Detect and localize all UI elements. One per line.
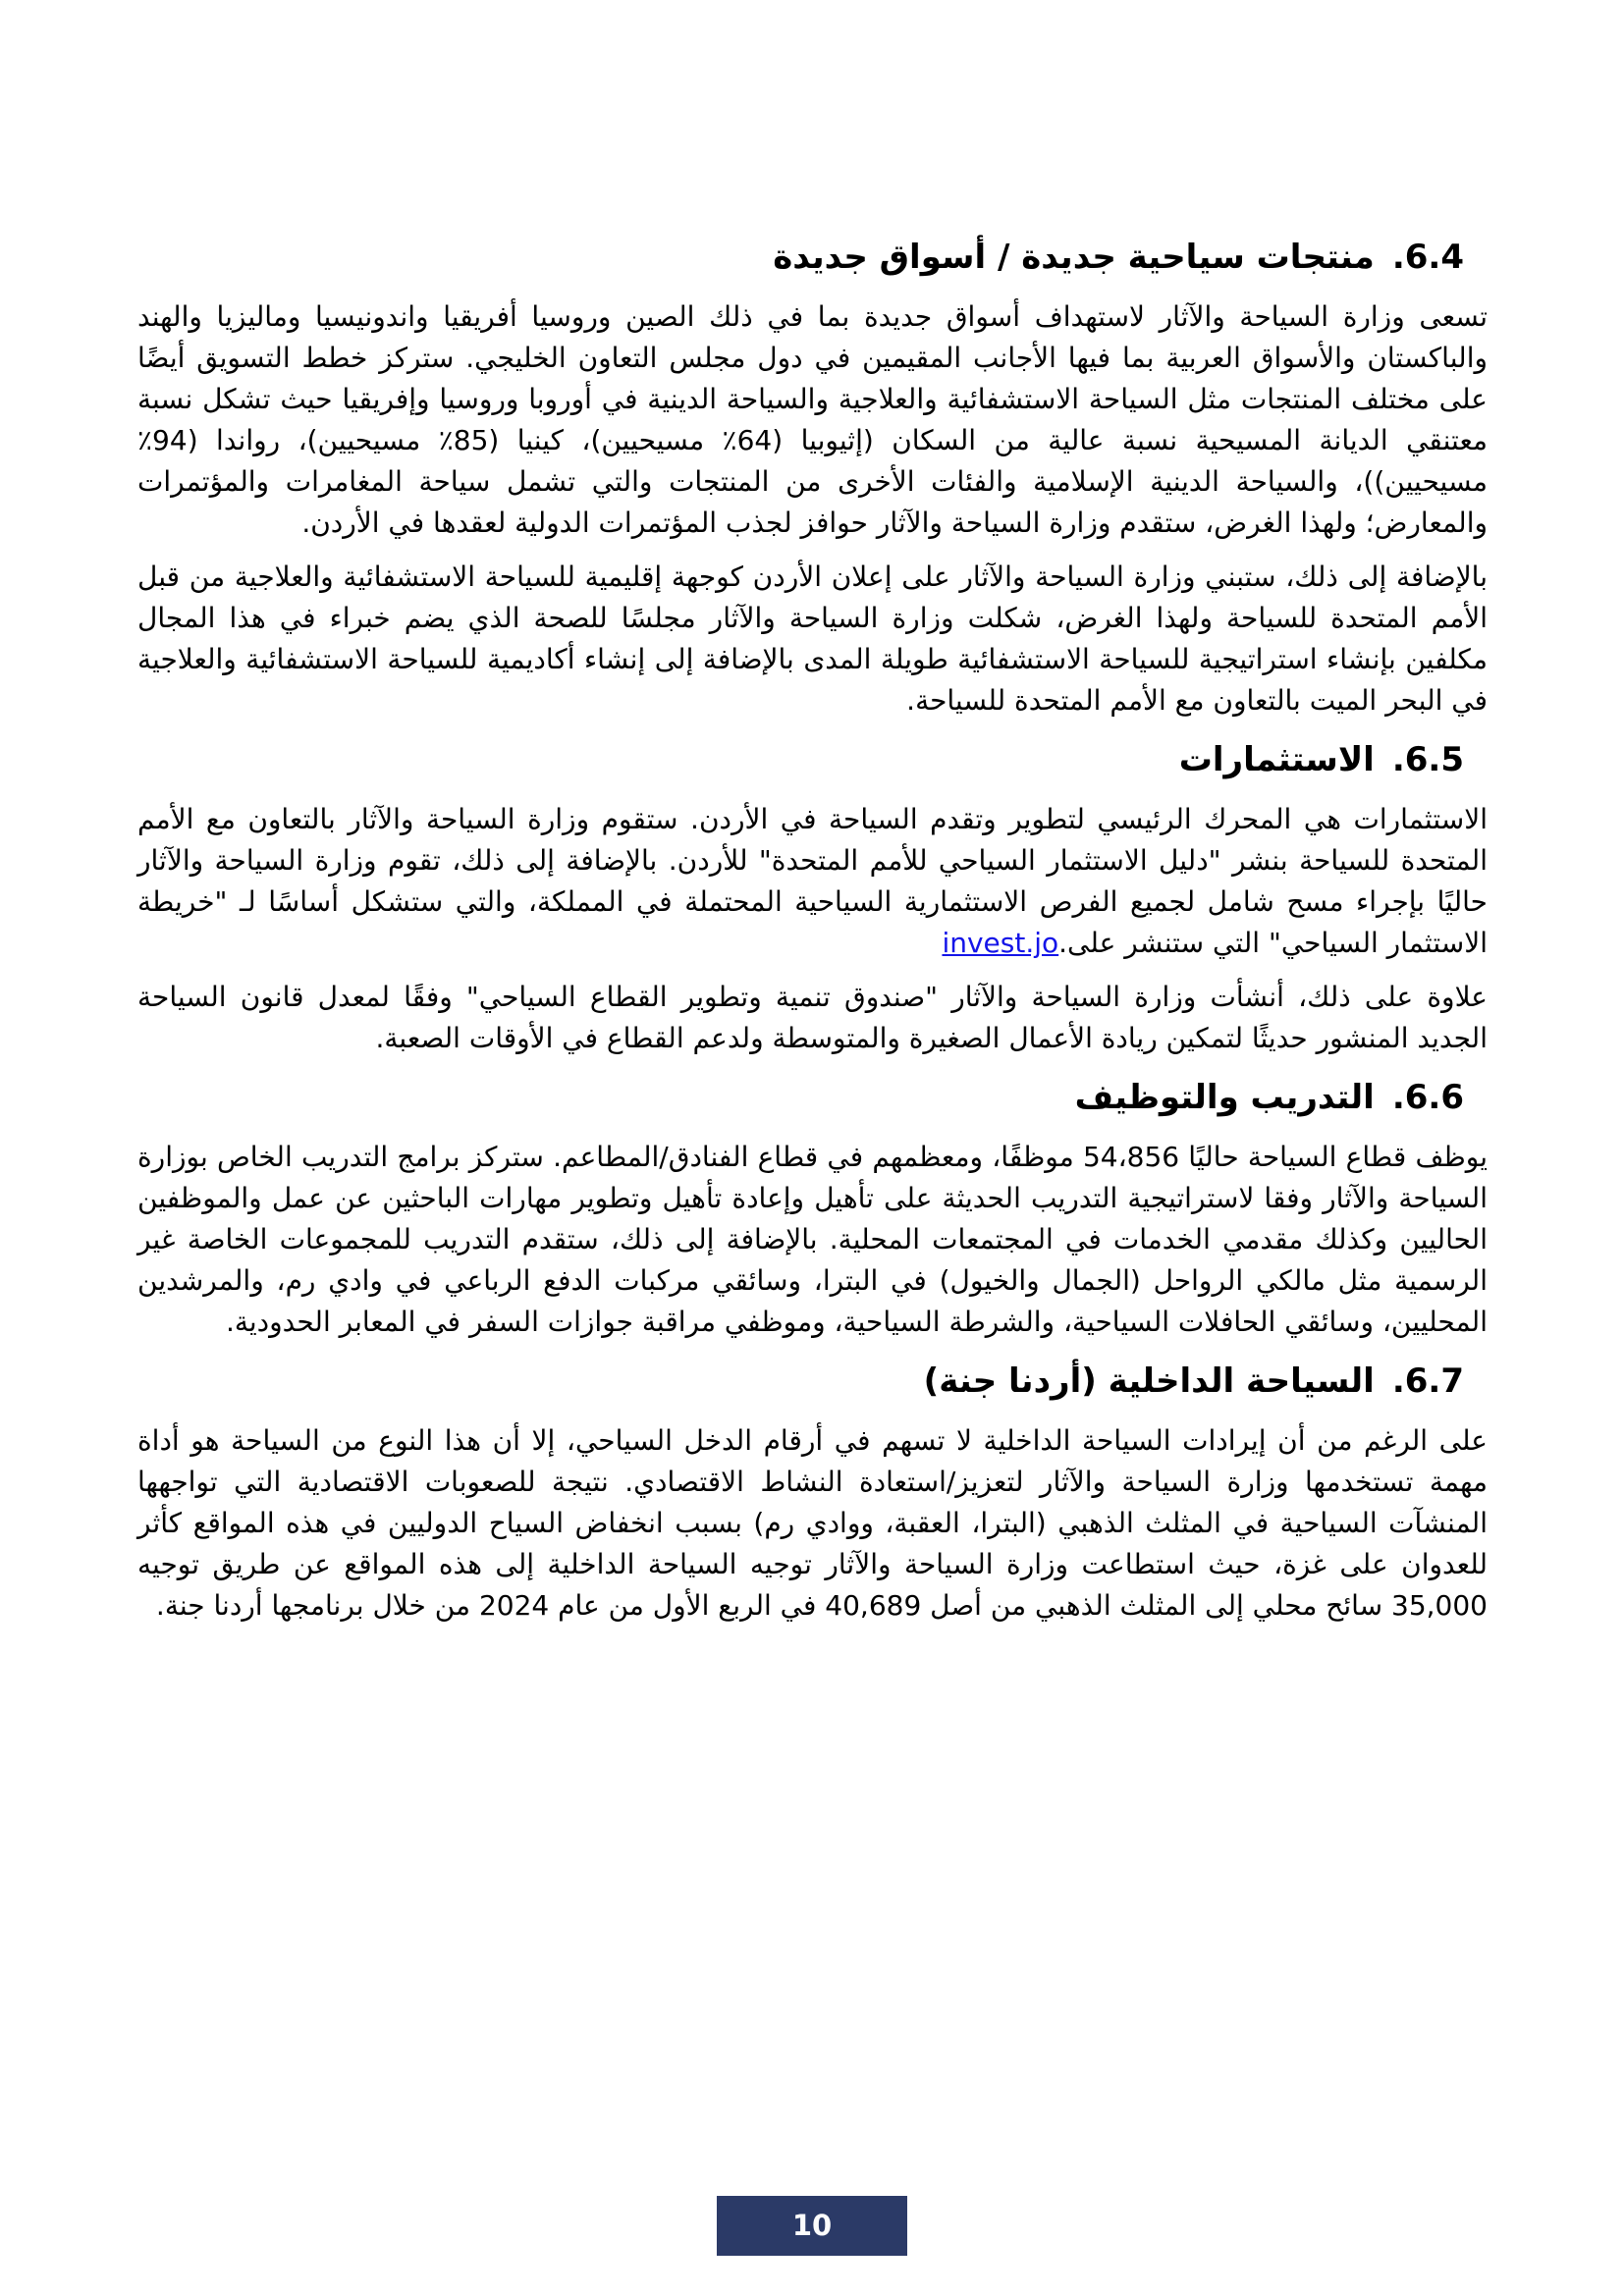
- section-title: منتجات سياحية جديدة / أسواق جديدة: [773, 238, 1375, 277]
- section-title: السياحة الداخلية (أردنا جنة): [923, 1362, 1375, 1401]
- paragraph: علاوة على ذلك، أنشأت وزارة السياحة والآثار "صندوق تنمية وتطوير القطاع السياحي" وفقًا لمعدل قانون السياحة الجديد المنشور حديثًا لتمكين ريادة الأعمال الصغيرة والمتوسطة ولدعم القطاع في الأوقات الصعبة.: [137, 981, 1488, 1054]
- paragraph: يوظف قطاع السياحة حاليًا 54،856 موظفًا، ومعظمهم في قطاع الفنادق/المطاعم. ستركز برامج التدريب الخاص بوزارة السياحة والآثار وفقا لاستراتيجية التدريب الحديثة على تأهيل وإعادة تأهيل وتطوير مهارات الباحثين عن عمل والموظفين الحاليين وكذلك مقدمي الخدمات في المجتمعات المحلية. بالإضافة إلى ذلك، ستقدم التدريب للمجموعات الخاصة غير الرسمية مثل مالكي الرواحل (الجمال والخيول) في البترا، وسائقي مركبات الدفع الرباعي في وادي رم، والمرشدين المحليين، وسائقي الحافلات السياحية، والشرطة السياحية، وموظفي مراقبة جوازات السفر في المعابر الحدودية.: [137, 1141, 1488, 1338]
- paragraph-with-link: [137, 799, 1488, 964]
- paragraph: على الرغم من أن إيرادات السياحة الداخلية لا تسهم في أرقام الدخل السياحي، إلا أن هذا النوع من السياحة هو أداة مهمة تستخدمها وزارة السياحة والآثار لتعزيز/استعادة النشاط الاقتصادي. نتيجة للصعوبات الاقتصادية التي تواجهها المنشآت السياحية في المثلث الذهبي (البترا، العقبة، ووادي رم) بسبب انخفاض السياح الدوليين في هذه المواقع كأثر للعدوان على غزة، حيث استطاعت وزارة السياحة والآثار توجيه السياحة الداخلية إلى هذه المواقع عن طريق توجيه 35,000 سائح محلي إلى المثلث الذهبي من أصل 40,689 في الربع الأول من عام 2024 من خلال برنامجها أردنا جنة.: [137, 1424, 1488, 1622]
- paragraph-text: الاستثمارات هي المحرك الرئيسي لتطوير وتقدم السياحة في الأردن. ستقوم وزارة السياحة والآثار بالتعاون مع الأمم المتحدة للسياحة بنشر "دليل الاستثمار السياحي للأمم المتحدة" للأردن. بالإضافة إلى ذلك، تقوم وزارة السياحة والآثار حاليًا بإجراء مسح شامل لجميع الفرص الاستثمارية السياحية المحتملة في المملكة، والتي ستشكل أساسًا لـ "خريطة الاستثمار السياحي" التي ستنشر على.: [137, 803, 1488, 959]
- section-heading: [137, 734, 1488, 785]
- section-number: 6.7.: [1391, 1362, 1464, 1401]
- page-number: 10: [791, 2209, 833, 2242]
- page-number-footer: [717, 2196, 907, 2256]
- paragraph: تسعى وزارة السياحة والآثار لاستهداف أسواق جديدة بما في ذلك الصين وروسيا أفريقيا واندونيسيا وماليزيا والهند والباكستان والأسواق العربية بما فيها الأجانب المقيمين في دول مجلس التعاون الخليجي. ستركز خطط التسويق أيضًا على مختلف المنتجات مثل السياحة الاستشفائية والعلاجية والسياحة الدينية في أوروبا وروسيا وإفريقيا حيث تشكل نسبة معتنقي الديانة المسيحية نسبة عالية من السكان (إثيوبيا (64٪ مسيحيين)، كينيا (85٪ مسيحيين)، رواندا (94٪ مسيحيين))، والسياحة الدينية الإسلامية والفئات الأخرى من المنتجات والتي تشمل سياحة المغامرات والمؤتمرات والمعارض؛ ولهذا الغرض، ستقدم وزارة السياحة والآثار حوافز لجذب المؤتمرات الدولية لعقدها في الأردن.: [137, 300, 1489, 539]
- section-new-products-markets: [137, 232, 1488, 721]
- section-number: 6.5.: [1391, 740, 1464, 779]
- section-number: 6.4.: [1391, 238, 1464, 277]
- paragraph: بالإضافة إلى ذلك، ستبني وزارة السياحة والآثار على إعلان الأردن كوجهة إقليمية للسياحة الاستشفائية والعلاجية من قبل الأمم المتحدة للسياحة ولهذا الغرض، شكلت وزارة السياحة والآثار مجلسًا للصحة الذي يضم خبراء في هذا المجال مكلفين بإنشاء استراتيجية للسياحة الاستشفائية طويلة المدى بالإضافة إلى إنشاء أكاديمية للسياحة الاستشفائية والعلاجية في البحر الميت بالتعاون مع الأمم المتحدة للسياحة.: [137, 561, 1488, 717]
- section-title: الاستثمارات: [1178, 740, 1375, 779]
- section-investments: [137, 734, 1488, 1059]
- section-heading: [137, 232, 1488, 283]
- invest-jo-link[interactable]: invest.jo: [942, 927, 1059, 959]
- section-training-employment: [137, 1072, 1488, 1343]
- section-heading: [137, 1356, 1488, 1407]
- page-content: [137, 0, 1488, 1639]
- section-domestic-tourism: [137, 1356, 1488, 1627]
- section-title: التدريب والتوظيف: [1074, 1078, 1375, 1117]
- section-number: 6.6.: [1391, 1078, 1464, 1117]
- section-heading: [137, 1072, 1488, 1123]
